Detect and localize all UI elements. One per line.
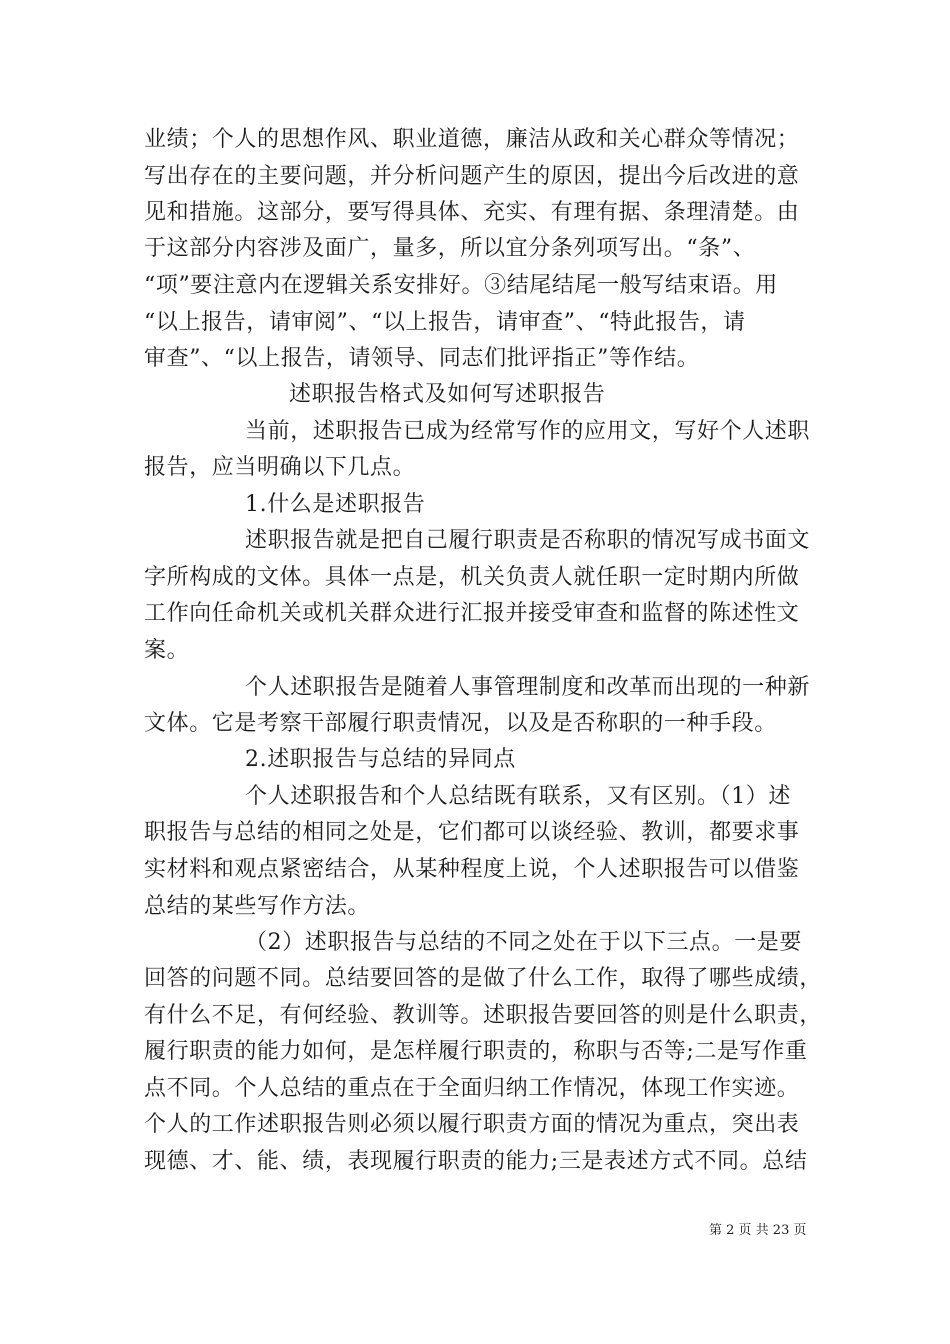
text-line: 个人述职报告是随着人事管理制度和改革而出现的一种新 [245, 675, 811, 700]
subheading: 2.述职报告与总结的异同点 [245, 747, 516, 772]
text-line: 履行职责的能力如何，是怎样履行职责的，称职与否等;二是写作重 [144, 1039, 808, 1064]
text-line: “项”要注意内在逻辑关系安排好。③结尾结尾一般写结束语。用 [144, 273, 778, 298]
subheading: 1.什么是述职报告 [245, 492, 426, 517]
page-number: 第 2 页 共 23 页 [709, 1223, 807, 1238]
text-line: 总结的某些写作方法。 [144, 894, 371, 919]
text-line: （2）述职报告与总结的不同之处在于以下三点。一是要 [245, 930, 802, 955]
text-line: 文体。它是考察干部履行职责情况，以及是否称职的一种手段。 [144, 711, 777, 736]
text-line: “以上报告，请审阅”、“以上报告，请审查”、“特此报告，请 [144, 310, 746, 335]
text-line: 写出存在的主要问题，并分析问题产生的原因，提出今后改进的意 [144, 164, 800, 189]
text-line: 业绩；个人的思想作风、职业道德，廉洁从政和关心群众等情况； [144, 127, 800, 152]
text-line: 字所构成的文体。具体一点是，机关负责人就任职一定时期内所做 [144, 565, 800, 590]
text-line: 现德、才、能、绩，表现履行职责的能力;三是表述方式不同。总结 [144, 1149, 808, 1174]
text-line: 点不同。个人总结的重点在于全面归纳工作情况，体现工作实迹。 [144, 1076, 800, 1101]
text-line: 实材料和观点紧密结合，从某种程度上说，个人述职报告可以借鉴 [144, 857, 800, 882]
text-line: 报告，应当明确以下几点。 [144, 455, 416, 480]
text-line: 职报告与总结的相同之处是，它们都可以谈经验、教训，都要求事 [144, 820, 800, 845]
section-title: 述职报告格式及如何写述职报告 [289, 382, 606, 407]
text-line: 个人述职报告和个人总结既有联系，又有区别。（1）述 [245, 784, 791, 809]
text-line: 见和措施。这部分，要写得具体、充实、有理有据、条理清楚。由 [144, 200, 800, 225]
text-line: 有什么不足，有何经验、教训等。述职报告要回答的则是什么职责， [144, 1003, 823, 1028]
text-line: 述职报告就是把自己履行职责是否称职的情况写成书面文 [245, 528, 811, 553]
text-line: 工作向任命机关或机关群众进行汇报并接受审查和监督的陈述性文 [144, 601, 800, 626]
text-line: 回答的问题不同。总结要回答的是做了什么工作，取得了哪些成绩， [144, 966, 823, 991]
text-line: 于这部分内容涉及面广，量多，所以宜分条列项写出。“条”、 [144, 236, 756, 261]
text-line: 个人的工作述职报告则必须以履行职责方面的情况为重点，突出表 [144, 1112, 800, 1137]
text-line: 当前，述职报告已成为经常写作的应用文，写好个人述职 [245, 419, 811, 444]
text-line: 案。 [144, 638, 190, 663]
text-line: 审查”、“以上报告，请领导、同志们批评指正”等作结。 [144, 346, 700, 371]
